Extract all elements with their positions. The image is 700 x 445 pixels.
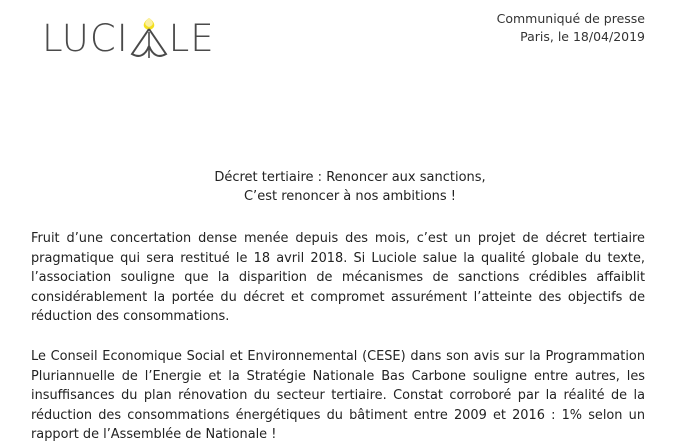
press-date: Paris, le 18/04/2019	[520, 29, 645, 44]
press-header	[497, 10, 645, 46]
logo-text-right: LE	[168, 17, 215, 60]
logo	[42, 16, 215, 62]
press-type: Communiqué de presse	[496, 11, 645, 26]
paragraph-1: Fruit d’une concertation dense menée depuis des mois, c’est un projet de décret tertiaire pragmatique qui sera restitué le 18 avril 2018. Si Luciole salue la qualité globale du texte, l’association souligne que la disparition de mécanismes de sanctions crédibles affaiblit considérablement la portée du décret et compromet assurément l’atteinte des objectifs de réduction des consommations.	[31, 231, 645, 324]
title-line-2: C’est renoncer à nos ambitions !	[243, 189, 457, 204]
logo-text-left: LUCI	[42, 17, 129, 60]
firefly-logo-icon	[129, 16, 169, 62]
document-title	[0, 168, 700, 206]
title-line-1: Décret tertiaire : Renoncer aux sanctions,	[214, 170, 486, 185]
paragraph-2: Le Conseil Economique Social et Environnemental (CESE) dans son avis sur la Programmation Pluriannuelle de l’Energie et la Stratégie Nationale Bas Carbone souligne entre autres, les insuffisances du plan rénovation du secteur tertiaire. Constat corroboré par la réalité de la réduction des consommations énergétiques du bâtiment entre 2009 et 2016 : 1% selon un rapport de l’Assemblée de Nationale !	[31, 349, 645, 442]
